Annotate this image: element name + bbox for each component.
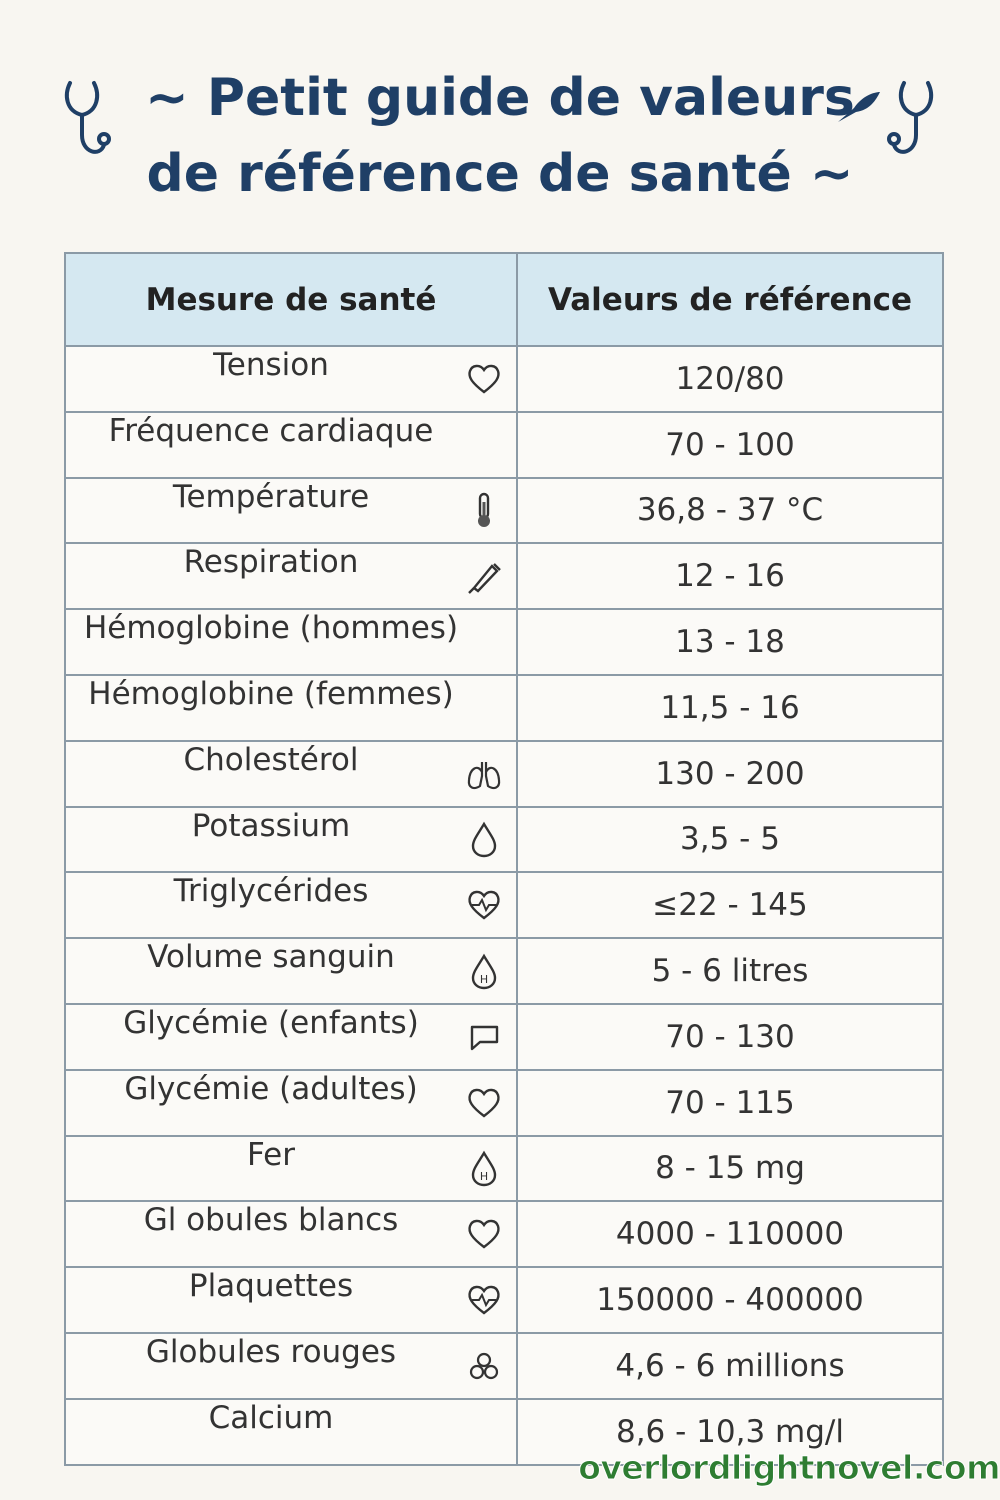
thermometer-icon — [464, 490, 504, 530]
reference-value: 4,6 - 6 millions — [517, 1333, 943, 1399]
table-header-row — [65, 253, 943, 346]
table-row — [65, 872, 943, 938]
blood-drop-icon — [464, 951, 504, 991]
reference-value: 11,5 - 16 — [517, 675, 943, 741]
heart-icon — [464, 359, 504, 399]
measure-cell — [65, 938, 517, 1004]
measure-label: Fréquence cardiaque — [108, 412, 434, 449]
reference-value: 120/80 — [517, 346, 943, 412]
measure-label: Calcium — [208, 1399, 334, 1436]
drop-icon — [464, 819, 504, 859]
measure-cell — [65, 1201, 517, 1267]
reference-value: 8 - 15 mg — [517, 1136, 943, 1202]
table-row — [65, 675, 943, 741]
table-row — [65, 609, 943, 675]
measure-label: Glycémie (enfants) — [123, 1004, 419, 1041]
measure-label: Volume sanguin — [147, 939, 395, 976]
measure-cell — [65, 675, 517, 741]
measure-label: Respiration — [183, 544, 359, 581]
table-row — [65, 346, 943, 412]
reference-value: 130 - 200 — [517, 741, 943, 807]
measure-label: Gl obules blancs — [143, 1202, 399, 1239]
reference-value: 150000 - 400000 — [517, 1267, 943, 1333]
measure-label: Globules rouges — [145, 1333, 397, 1370]
table-row — [65, 807, 943, 873]
table-row — [65, 1136, 943, 1202]
table-row — [65, 1267, 943, 1333]
measure-label: Hémoglobine (hommes) — [83, 610, 459, 647]
measure-label: Température — [172, 478, 370, 515]
reference-value: 36,8 - 37 °C — [517, 478, 943, 544]
title-line-2: de référence de santé ~ — [146, 144, 854, 204]
measure-label: Potassium — [191, 807, 351, 844]
measure-cell — [65, 543, 517, 609]
reference-value: 70 - 115 — [517, 1070, 943, 1136]
measure-cell — [65, 1070, 517, 1136]
measure-label: Triglycérides — [173, 873, 369, 910]
measure-label: Cholestérol — [183, 741, 359, 778]
table-row — [65, 412, 943, 478]
watermark: overlordlightnovel.com — [578, 1448, 1000, 1487]
measure-cell — [65, 807, 517, 873]
svg-text:H: H — [479, 973, 489, 987]
reference-value: 70 - 130 — [517, 1004, 943, 1070]
cells-icon — [464, 1346, 504, 1386]
heart-icon — [464, 1214, 504, 1254]
table-row — [65, 1201, 943, 1267]
reference-value: 13 - 18 — [517, 609, 943, 675]
table-row — [65, 543, 943, 609]
table-row — [65, 1333, 943, 1399]
chat-icon — [464, 1017, 504, 1057]
lungs-icon — [464, 754, 504, 794]
column-header-values: Valeurs de référence — [517, 253, 943, 346]
reference-value: 70 - 100 — [517, 412, 943, 478]
measure-cell — [65, 478, 517, 544]
measure-cell — [65, 1333, 517, 1399]
page-title — [0, 60, 1000, 212]
reference-value: ≤22 - 145 — [517, 872, 943, 938]
reference-value: 3,5 - 5 — [517, 807, 943, 873]
table-row — [65, 741, 943, 807]
measure-label: Hémoglobine (femmes) — [88, 675, 454, 712]
measure-cell — [65, 346, 517, 412]
heart-pulse-icon — [464, 1280, 504, 1320]
measure-cell — [65, 1004, 517, 1070]
title-line-1: ~ Petit guide de valeurs — [145, 68, 855, 128]
measure-cell — [65, 872, 517, 938]
measure-label: Tension — [213, 347, 329, 383]
reference-value: 4000 - 110000 — [517, 1201, 943, 1267]
measure-cell — [65, 412, 517, 478]
reference-value: 12 - 16 — [517, 543, 943, 609]
measure-cell — [65, 1136, 517, 1202]
measure-cell — [65, 609, 517, 675]
table-row — [65, 478, 943, 544]
svg-text:H: H — [479, 1170, 489, 1184]
reference-value: 5 - 6 litres — [517, 938, 943, 1004]
table-row — [65, 1004, 943, 1070]
measure-cell — [65, 1267, 517, 1333]
blood-drop-icon — [464, 1148, 504, 1188]
measure-cell — [65, 741, 517, 807]
heart-pulse-icon — [464, 885, 504, 925]
syringe-icon — [464, 556, 504, 596]
reference-value: 8,6 - 10,3 mg/l — [517, 1399, 943, 1465]
table-row — [65, 1070, 943, 1136]
measure-label: Plaquettes — [188, 1268, 354, 1305]
measure-cell — [65, 1399, 517, 1465]
reference-table — [64, 252, 944, 1466]
column-header-measure: Mesure de santé — [65, 253, 517, 346]
measure-label: Glycémie (adultes) — [124, 1070, 418, 1107]
heart-icon — [464, 1083, 504, 1123]
measure-label: Fer — [247, 1136, 295, 1173]
table-row — [65, 938, 943, 1004]
